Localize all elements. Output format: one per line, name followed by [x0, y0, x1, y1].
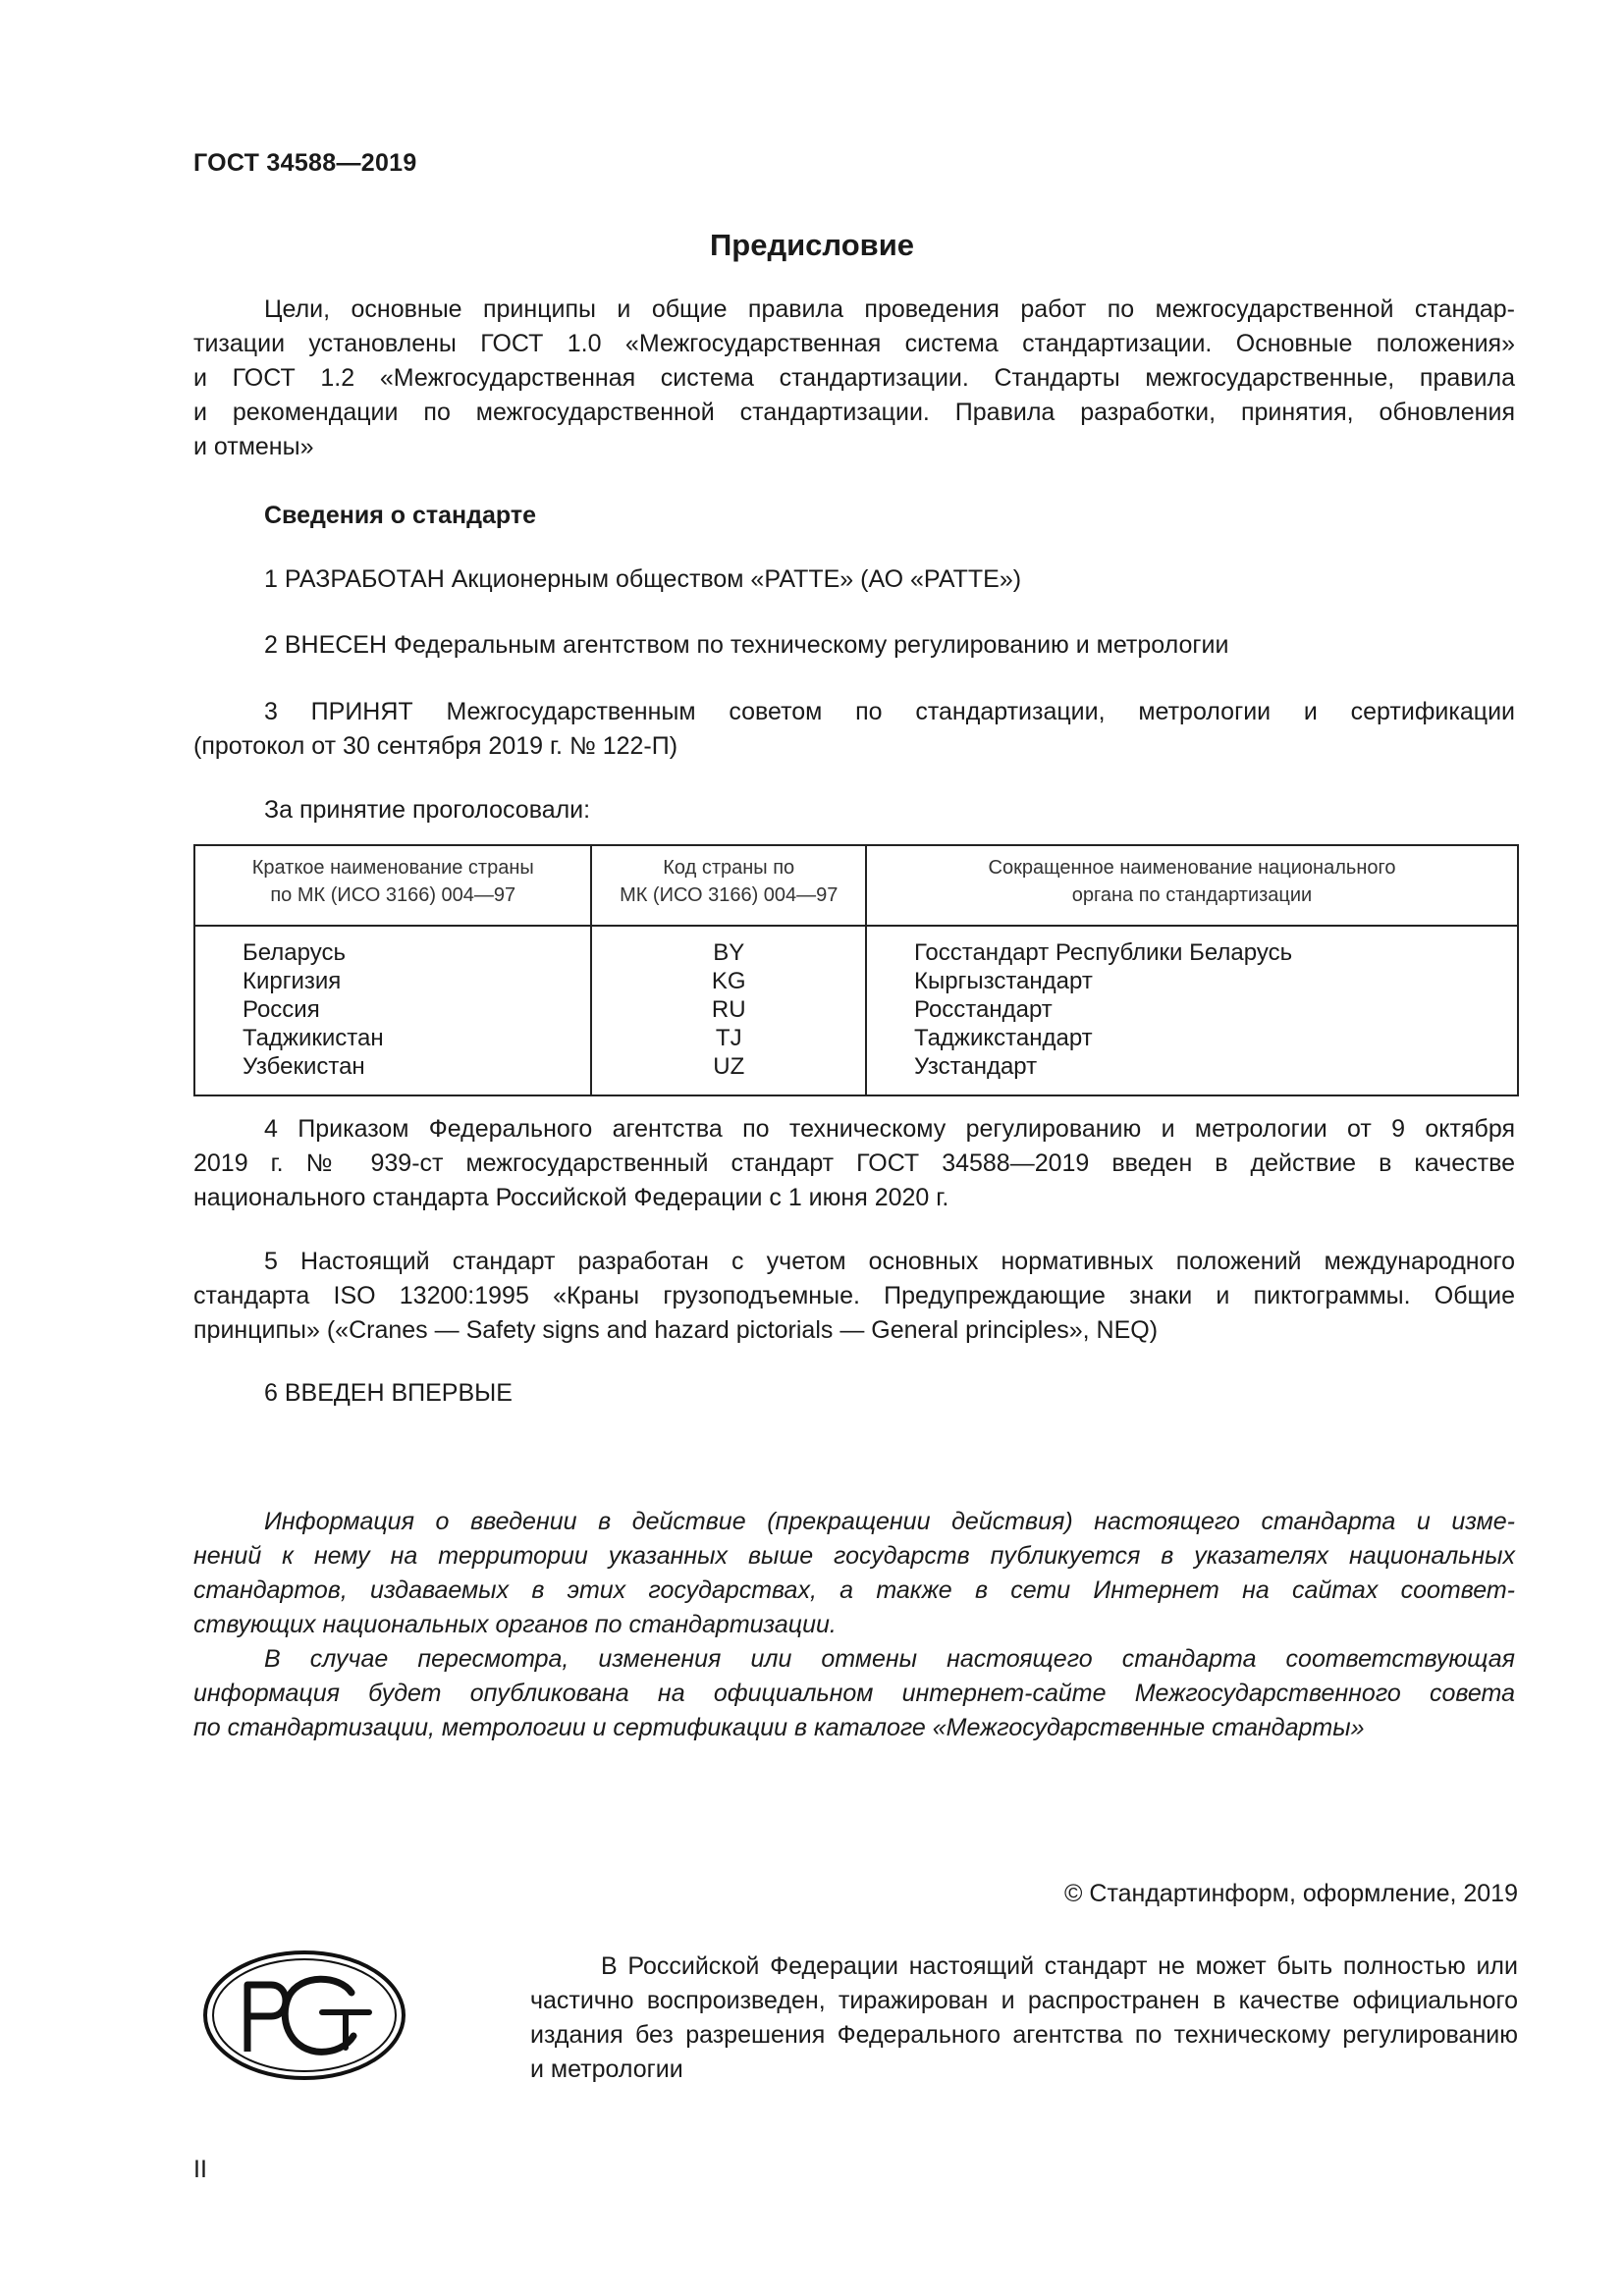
- header-line: Код страны по: [663, 857, 795, 879]
- info-line: нений к нему на территории указанных выше государств публикуется в указателях национальных: [193, 1542, 1515, 1570]
- item-4-line: 2019 г. № 939-ст межгосударственный стандарт ГОСТ 34588—2019 введен в действие в качестве: [193, 1149, 1515, 1177]
- notice-line: издания без разрешения Федерального агентства по техническому регулированию: [530, 2021, 1518, 2049]
- table-row: [194, 1024, 1518, 1052]
- info-line: Информация о введении в действие (прекращении действия) настоящего стандарта и изме-: [264, 1508, 1515, 1535]
- intro-line: и рекомендации по межгосударственной стандартизации. Правила разработки, принятия, обновления: [193, 399, 1515, 426]
- table-row: [194, 967, 1518, 995]
- table-header-country: [194, 845, 591, 926]
- rst-certification-logo-icon: [202, 1949, 406, 2081]
- table-header-code: [591, 845, 866, 926]
- info-line: В случае пересмотра, изменения или отмены настоящего стандарта соответствующая: [264, 1645, 1515, 1673]
- reproduction-notice: [530, 1949, 1518, 2087]
- body-cell: Таджикстандарт: [866, 1024, 1518, 1052]
- info-paragraph-2: [193, 1642, 1515, 1745]
- page-number: II: [193, 2156, 207, 2183]
- info-line: ствующих национальных органов по стандартизации.: [193, 1611, 837, 1638]
- item-4-line: национального стандарта Российской Федерации с 1 июня 2020 г.: [193, 1184, 949, 1211]
- info-line: по стандартизации, метрологии и сертификации в каталоге «Межгосударственные стандарты»: [193, 1714, 1365, 1741]
- votes-intro: [193, 793, 1515, 828]
- item-5-line: принципы» («Cranes — Safety signs and hazard pictorials — General principles», NEQ): [193, 1316, 1159, 1344]
- notice-line: и метрологии: [530, 2056, 683, 2083]
- item-1-text: 1 РАЗРАБОТАН Акционерным обществом «РАТТЕ» (АО «РАТТЕ»): [264, 565, 1022, 593]
- item-4: [193, 1112, 1515, 1215]
- section-heading: [193, 499, 1515, 533]
- table-header-body: [866, 845, 1518, 926]
- header-line: МК (ИСО 3166) 004—97: [620, 884, 839, 906]
- item-2-text: 2 ВНЕСЕН Федеральным агентством по техническому регулированию и метрологии: [264, 631, 1229, 659]
- item-2: [193, 628, 1515, 663]
- body-cell: Узстандарт: [866, 1052, 1518, 1095]
- header-line: Сокращенное наименование национального: [988, 857, 1396, 879]
- table-row: [194, 926, 1518, 967]
- notice-line: частично воспроизведен, тиражирован и распространен в качестве официального: [530, 1987, 1518, 2014]
- body-cell: Кыргызстандарт: [866, 967, 1518, 995]
- header-line: Краткое наименование страны: [251, 857, 534, 879]
- info-line: информация будет опубликована на официальном интернет-сайте Межгосударственного совета: [193, 1680, 1515, 1707]
- notice-line: В Российской Федерации настоящий стандарт не может быть полностью или: [601, 1952, 1518, 1980]
- code-cell: RU: [591, 995, 866, 1024]
- intro-line: и отмены»: [193, 433, 314, 460]
- body-cell: Госстандарт Республики Беларусь: [866, 926, 1518, 967]
- table-row: [194, 1052, 1518, 1095]
- item-3-line: (протокол от 30 сентября 2019 г. № 122-П): [193, 732, 678, 760]
- country-cell: Таджикистан: [243, 1025, 384, 1051]
- item-6-text: 6 ВВЕДЕН ВПЕРВЫЕ: [264, 1379, 513, 1407]
- table-row: [194, 995, 1518, 1024]
- page-title: Предисловие: [709, 228, 914, 262]
- code-cell: KG: [591, 967, 866, 995]
- body-cell: Росстандарт: [866, 995, 1518, 1024]
- table-header-row: [194, 845, 1518, 926]
- item-4-line: 4 Приказом Федерального агентства по техническому регулированию и метрологии от 9 октября: [264, 1115, 1515, 1143]
- intro-line: Цели, основные принципы и общие правила проведения работ по межгосударственной стандар-: [264, 295, 1515, 323]
- document-id-header: ГОСТ 34588—2019: [193, 149, 417, 177]
- info-line: стандартов, издаваемых в этих государствах, а также в сети Интернет на сайтах соответ-: [193, 1576, 1515, 1604]
- info-paragraph-1: [193, 1505, 1515, 1642]
- intro-paragraph: [193, 293, 1515, 464]
- country-cell: Киргизия: [243, 968, 342, 994]
- section-heading-text: Сведения о стандарте: [264, 502, 537, 529]
- country-cell: Беларусь: [243, 939, 346, 966]
- code-cell: TJ: [591, 1024, 866, 1052]
- country-cell: Россия: [243, 996, 320, 1023]
- votes-intro-text: За принятие проголосовали:: [264, 796, 591, 824]
- voting-countries-table: [193, 844, 1519, 1096]
- item-6: [193, 1376, 1515, 1411]
- country-cell: Узбекистан: [243, 1053, 365, 1080]
- code-cell: BY: [591, 926, 866, 967]
- item-5-line: 5 Настоящий стандарт разработан с учетом основных нормативных положений международного: [264, 1248, 1515, 1275]
- copyright-line: © Стандартинформ, оформление, 2019: [1064, 1880, 1518, 1907]
- intro-line: и ГОСТ 1.2 «Межгосударственная система стандартизации. Стандарты межгосударственные, правила: [193, 364, 1515, 392]
- item-3: [193, 695, 1515, 764]
- item-1: [193, 562, 1515, 597]
- code-cell: UZ: [591, 1052, 866, 1095]
- item-3-line: 3 ПРИНЯТ Межгосударственным советом по стандартизации, метрологии и сертификации: [264, 698, 1515, 725]
- intro-line: тизации установлены ГОСТ 1.0 «Межгосударственная система стандартизации. Основные положения»: [193, 330, 1515, 357]
- header-line: по МК (ИСО 3166) 004—97: [270, 884, 516, 906]
- item-5-line: стандарта ISO 13200:1995 «Краны грузоподъемные. Предупреждающие знаки и пиктограммы. Общие: [193, 1282, 1515, 1309]
- item-5: [193, 1245, 1515, 1348]
- header-line: органа по стандартизации: [1071, 884, 1313, 906]
